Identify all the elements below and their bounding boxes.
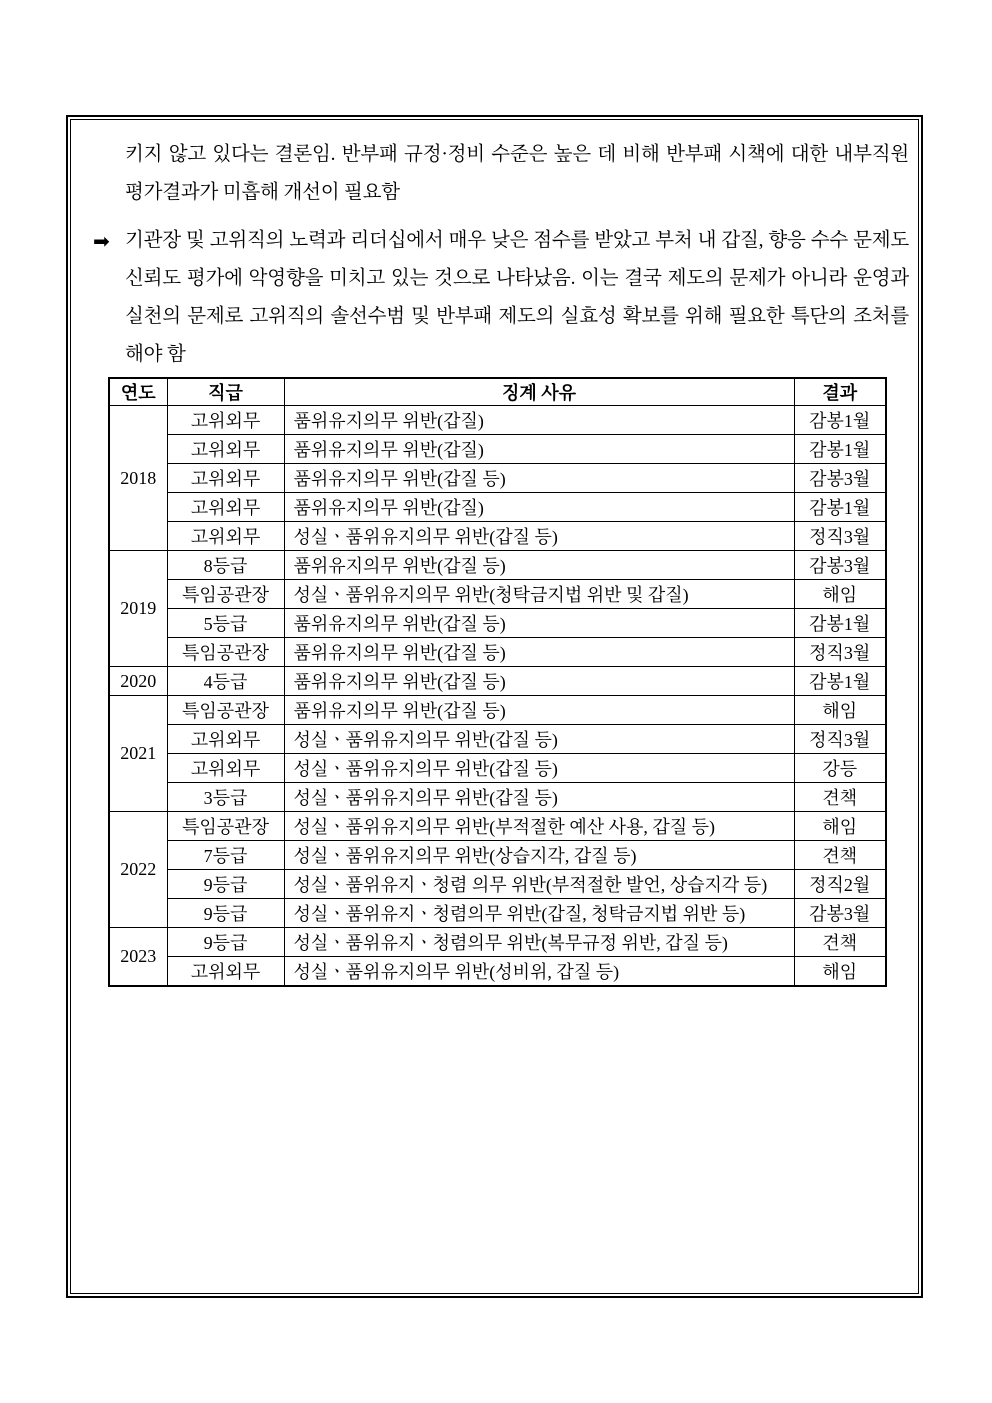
reason-cell: 성실ㆍ품위유지의무 위반(갑질 등) <box>284 783 794 812</box>
header-year: 연도 <box>109 378 167 406</box>
header-reason: 징계 사유 <box>284 378 794 406</box>
reason-cell: 품위유지의무 위반(갑질) <box>284 493 794 522</box>
table-row <box>109 667 886 696</box>
result-cell: 정직3월 <box>794 638 886 667</box>
result-cell: 해임 <box>794 812 886 841</box>
table-row <box>109 870 886 899</box>
table-row <box>109 754 886 783</box>
rank-cell: 9등급 <box>167 899 284 928</box>
rank-cell: 고위외무 <box>167 435 284 464</box>
table-row <box>109 609 886 638</box>
rank-cell: 3등급 <box>167 783 284 812</box>
reason-cell: 품위유지의무 위반(갑질) <box>284 435 794 464</box>
result-cell: 견책 <box>794 841 886 870</box>
reason-cell: 품위유지의무 위반(갑질) <box>284 406 794 435</box>
result-cell: 해임 <box>794 580 886 609</box>
rank-cell: 고위외무 <box>167 754 284 783</box>
header-rank: 직급 <box>167 378 284 406</box>
year-cell: 2018 <box>109 406 167 551</box>
reason-cell: 성실ㆍ품위유지의무 위반(부적절한 예산 사용, 갑질 등) <box>284 812 794 841</box>
rank-cell: 고위외무 <box>167 493 284 522</box>
reason-cell: 성실ㆍ품위유지의무 위반(성비위, 갑질 등) <box>284 957 794 987</box>
table-row <box>109 551 886 580</box>
rank-cell: 특임공관장 <box>167 580 284 609</box>
reason-cell: 품위유지의무 위반(갑질 등) <box>284 696 794 725</box>
bullet-text: 기관장 및 고위직의 노력과 리더십에서 매우 낮은 점수를 받았고 부처 내 갑질, 향응 수수 문제도 신뢰도 평가에 악영향을 미치고 있는 것으로 나타났음. 이는 결국 제도의 문제가 아니라 운영과 실천의 문제로 고위직의 솔선수범 및 반부패 제도의 실효성 확보를 위해 필요한 특단의 조처를 해야 함 <box>125 230 909 365</box>
discipline-table-body <box>109 406 886 987</box>
table-row <box>109 464 886 493</box>
arrow-bullet-item <box>93 222 909 374</box>
reason-cell: 품위유지의무 위반(갑질 등) <box>284 638 794 667</box>
result-cell: 정직3월 <box>794 522 886 551</box>
reason-cell: 품위유지의무 위반(갑질 등) <box>284 609 794 638</box>
rank-cell: 고위외무 <box>167 522 284 551</box>
result-cell: 감봉1월 <box>794 435 886 464</box>
reason-cell: 품위유지의무 위반(갑질 등) <box>284 667 794 696</box>
table-row <box>109 580 886 609</box>
table-row <box>109 696 886 725</box>
table-row <box>109 638 886 667</box>
table-row <box>109 841 886 870</box>
reason-cell: 성실ㆍ품위유지ㆍ청렴의무 위반(갑질, 청탁금지법 위반 등) <box>284 899 794 928</box>
rank-cell: 특임공관장 <box>167 696 284 725</box>
paragraph-continuation: 키지 않고 있다는 결론임. 반부패 규정·정비 수준은 높은 데 비해 반부패 시책에 대한 내부직원 평가결과가 미흡해 개선이 필요함 <box>125 144 909 203</box>
rank-cell: 5등급 <box>167 609 284 638</box>
result-cell: 감봉1월 <box>794 493 886 522</box>
reason-cell: 품위유지의무 위반(갑질 등) <box>284 551 794 580</box>
result-cell: 견책 <box>794 783 886 812</box>
table-header-row <box>109 378 886 406</box>
rank-cell: 고위외무 <box>167 464 284 493</box>
table-row <box>109 812 886 841</box>
rank-cell: 고위외무 <box>167 406 284 435</box>
rank-cell: 9등급 <box>167 928 284 957</box>
reason-cell: 성실ㆍ품위유지의무 위반(갑질 등) <box>284 725 794 754</box>
result-cell: 해임 <box>794 957 886 987</box>
table-row <box>109 899 886 928</box>
table-row <box>109 435 886 464</box>
year-cell: 2021 <box>109 696 167 812</box>
reason-cell: 성실ㆍ품위유지의무 위반(갑질 등) <box>284 754 794 783</box>
table-row <box>109 725 886 754</box>
reason-cell: 성실ㆍ품위유지ㆍ청렴의무 위반(복무규정 위반, 갑질 등) <box>284 928 794 957</box>
reason-cell: 성실ㆍ품위유지의무 위반(청탁금지법 위반 및 갑질) <box>284 580 794 609</box>
result-cell: 정직3월 <box>794 725 886 754</box>
table-row <box>109 493 886 522</box>
reason-cell: 성실ㆍ품위유지의무 위반(갑질 등) <box>284 522 794 551</box>
result-cell: 감봉3월 <box>794 464 886 493</box>
header-result: 결과 <box>794 378 886 406</box>
result-cell: 감봉3월 <box>794 899 886 928</box>
result-cell: 정직2월 <box>794 870 886 899</box>
result-cell: 감봉1월 <box>794 609 886 638</box>
result-cell: 해임 <box>794 696 886 725</box>
rank-cell: 고위외무 <box>167 957 284 987</box>
result-cell: 견책 <box>794 928 886 957</box>
reason-cell: 성실ㆍ품위유지ㆍ청렴 의무 위반(부적절한 발언, 상습지각 등) <box>284 870 794 899</box>
reason-cell: 품위유지의무 위반(갑질 등) <box>284 464 794 493</box>
table-row <box>109 406 886 435</box>
discipline-table-container <box>108 377 887 987</box>
year-cell: 2022 <box>109 812 167 928</box>
rank-cell: 8등급 <box>167 551 284 580</box>
result-cell: 감봉3월 <box>794 551 886 580</box>
rank-cell: 특임공관장 <box>167 812 284 841</box>
table-row <box>109 783 886 812</box>
discipline-table <box>108 377 887 987</box>
table-row <box>109 957 886 987</box>
rank-cell: 고위외무 <box>167 725 284 754</box>
rank-cell: 7등급 <box>167 841 284 870</box>
table-row <box>109 522 886 551</box>
reason-cell: 성실ㆍ품위유지의무 위반(상습지각, 갑질 등) <box>284 841 794 870</box>
year-cell: 2020 <box>109 667 167 696</box>
rank-cell: 9등급 <box>167 870 284 899</box>
year-cell: 2019 <box>109 551 167 667</box>
page-border-frame <box>66 115 923 1298</box>
result-cell: 감봉1월 <box>794 667 886 696</box>
right-arrow-icon: ➡ <box>93 229 110 253</box>
year-cell: 2023 <box>109 928 167 987</box>
rank-cell: 특임공관장 <box>167 638 284 667</box>
result-cell: 감봉1월 <box>794 406 886 435</box>
rank-cell: 4등급 <box>167 667 284 696</box>
result-cell: 강등 <box>794 754 886 783</box>
table-row <box>109 928 886 957</box>
